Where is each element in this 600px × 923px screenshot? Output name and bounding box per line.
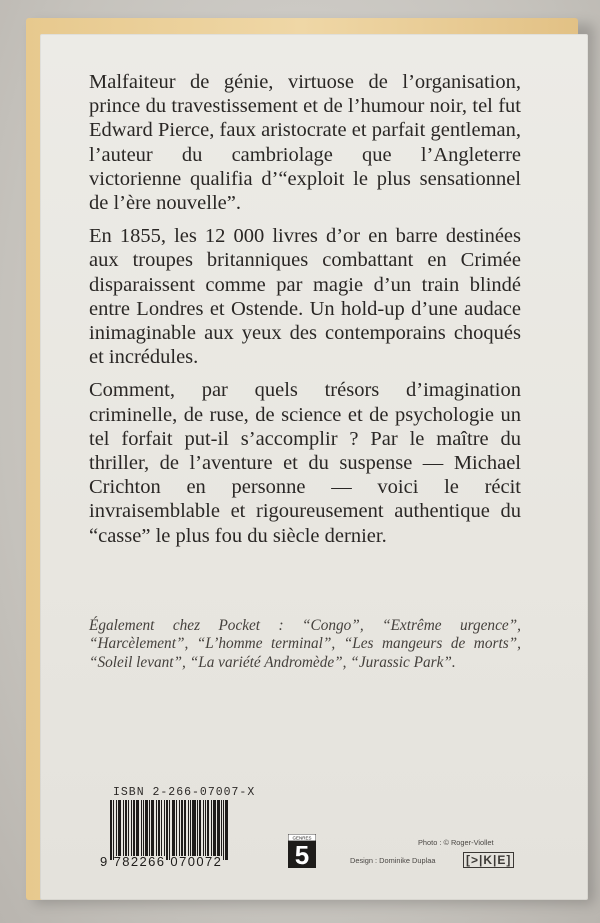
barcode-bar (203, 800, 204, 856)
barcode-bar (161, 800, 162, 856)
barcode-bar (158, 800, 160, 856)
barcode-bar (176, 800, 177, 856)
barcode-bar (149, 800, 150, 856)
isbn: ISBN 2-266-07007-X (113, 786, 256, 799)
barcode-bar (131, 800, 132, 856)
barcode-bar (128, 800, 129, 856)
also-by-author: Également chez Pocket : “Congo”, “Extrême urgence”, “Harcèlement”, “L’homme terminal”, “Les mangeurs de morts”, “Soleil levant”, “La variété Andromède”, “Jurassic Park”. (89, 617, 521, 671)
barcode-bar (133, 800, 135, 856)
barcode-bar (179, 800, 180, 856)
barcode-bar (217, 800, 219, 856)
barcode-bar (141, 800, 142, 856)
barcode-bar (188, 800, 189, 856)
barcode-bar (207, 800, 209, 856)
barcode-bar (211, 800, 212, 856)
barcode-bar (110, 800, 112, 860)
blurb-paragraph-3: Comment, par quels trésors d’imagination criminelle, de ruse, de science et de psychologie un tel forfait put-il s’accomplir ? Par le maître du thriller, de l’aventure et du suspense — Michael Crichton en personne — voici le récit invraisemblable et rigoureusement authentique du “casse” le plus fou du siècle dernier. (89, 379, 521, 547)
barcode-bar (125, 800, 127, 856)
barcode-bar (197, 800, 198, 856)
barcode-bar (172, 800, 175, 856)
barcode-bar (123, 800, 124, 856)
barcode-bar (113, 800, 114, 860)
designer-logo: [>|K|E] (463, 852, 514, 868)
barcode-bar (221, 800, 222, 856)
barcode-bar (143, 800, 144, 856)
barcode-bar (156, 800, 157, 856)
barcode-bar (118, 800, 121, 856)
barcode-bar (116, 800, 117, 856)
barcode-bar (199, 800, 201, 856)
barcode-bar (181, 800, 183, 856)
barcode-bar (145, 800, 147, 856)
barcode-bar (205, 800, 206, 856)
design-credit: Design : Dominike Duplaa (350, 856, 436, 865)
barcode (110, 800, 254, 856)
blurb-paragraph-2: En 1855, les 12 000 livres d’or en barre destinées aux troupes britanniques combattant en Crimée disparaissent comme par magie d’un train blindé entre Londres et Ostende. Un hold-up d’une audace inimaginable aux yeux des contemporains choqués et incrédules. (89, 225, 521, 369)
barcode-bar (169, 800, 170, 860)
barcode-bar (184, 800, 186, 856)
blurb-text (89, 70, 521, 557)
logo-label: GENRES (292, 835, 312, 841)
barcode-bar (151, 800, 154, 856)
barcode-bar (166, 800, 168, 860)
barcode-number: 9 782266 070072 (100, 854, 223, 869)
barcode-bar (136, 800, 139, 856)
logo-digit: 5 (294, 840, 310, 868)
barcode-bar (225, 800, 227, 860)
barcode-bar (223, 800, 224, 860)
barcode-bar (164, 800, 165, 856)
publisher-logo (288, 834, 316, 868)
photo-credit: Photo : © Roger-Viollet (418, 838, 494, 847)
barcode-bar (213, 800, 216, 856)
barcode-bar (190, 800, 191, 856)
blurb-paragraph-1: Malfaiteur de génie, virtuose de l’organisation, prince du travestissement et de l’humour noir, tel fut Edward Pierce, faux aristocrate et parfait gentleman, l’auteur du cambriolage que l’Angleterre victorienne qualifia d’“exploit le plus sensationnel de l’ère nouvelle”. (89, 71, 521, 215)
barcode-bar (192, 800, 195, 856)
